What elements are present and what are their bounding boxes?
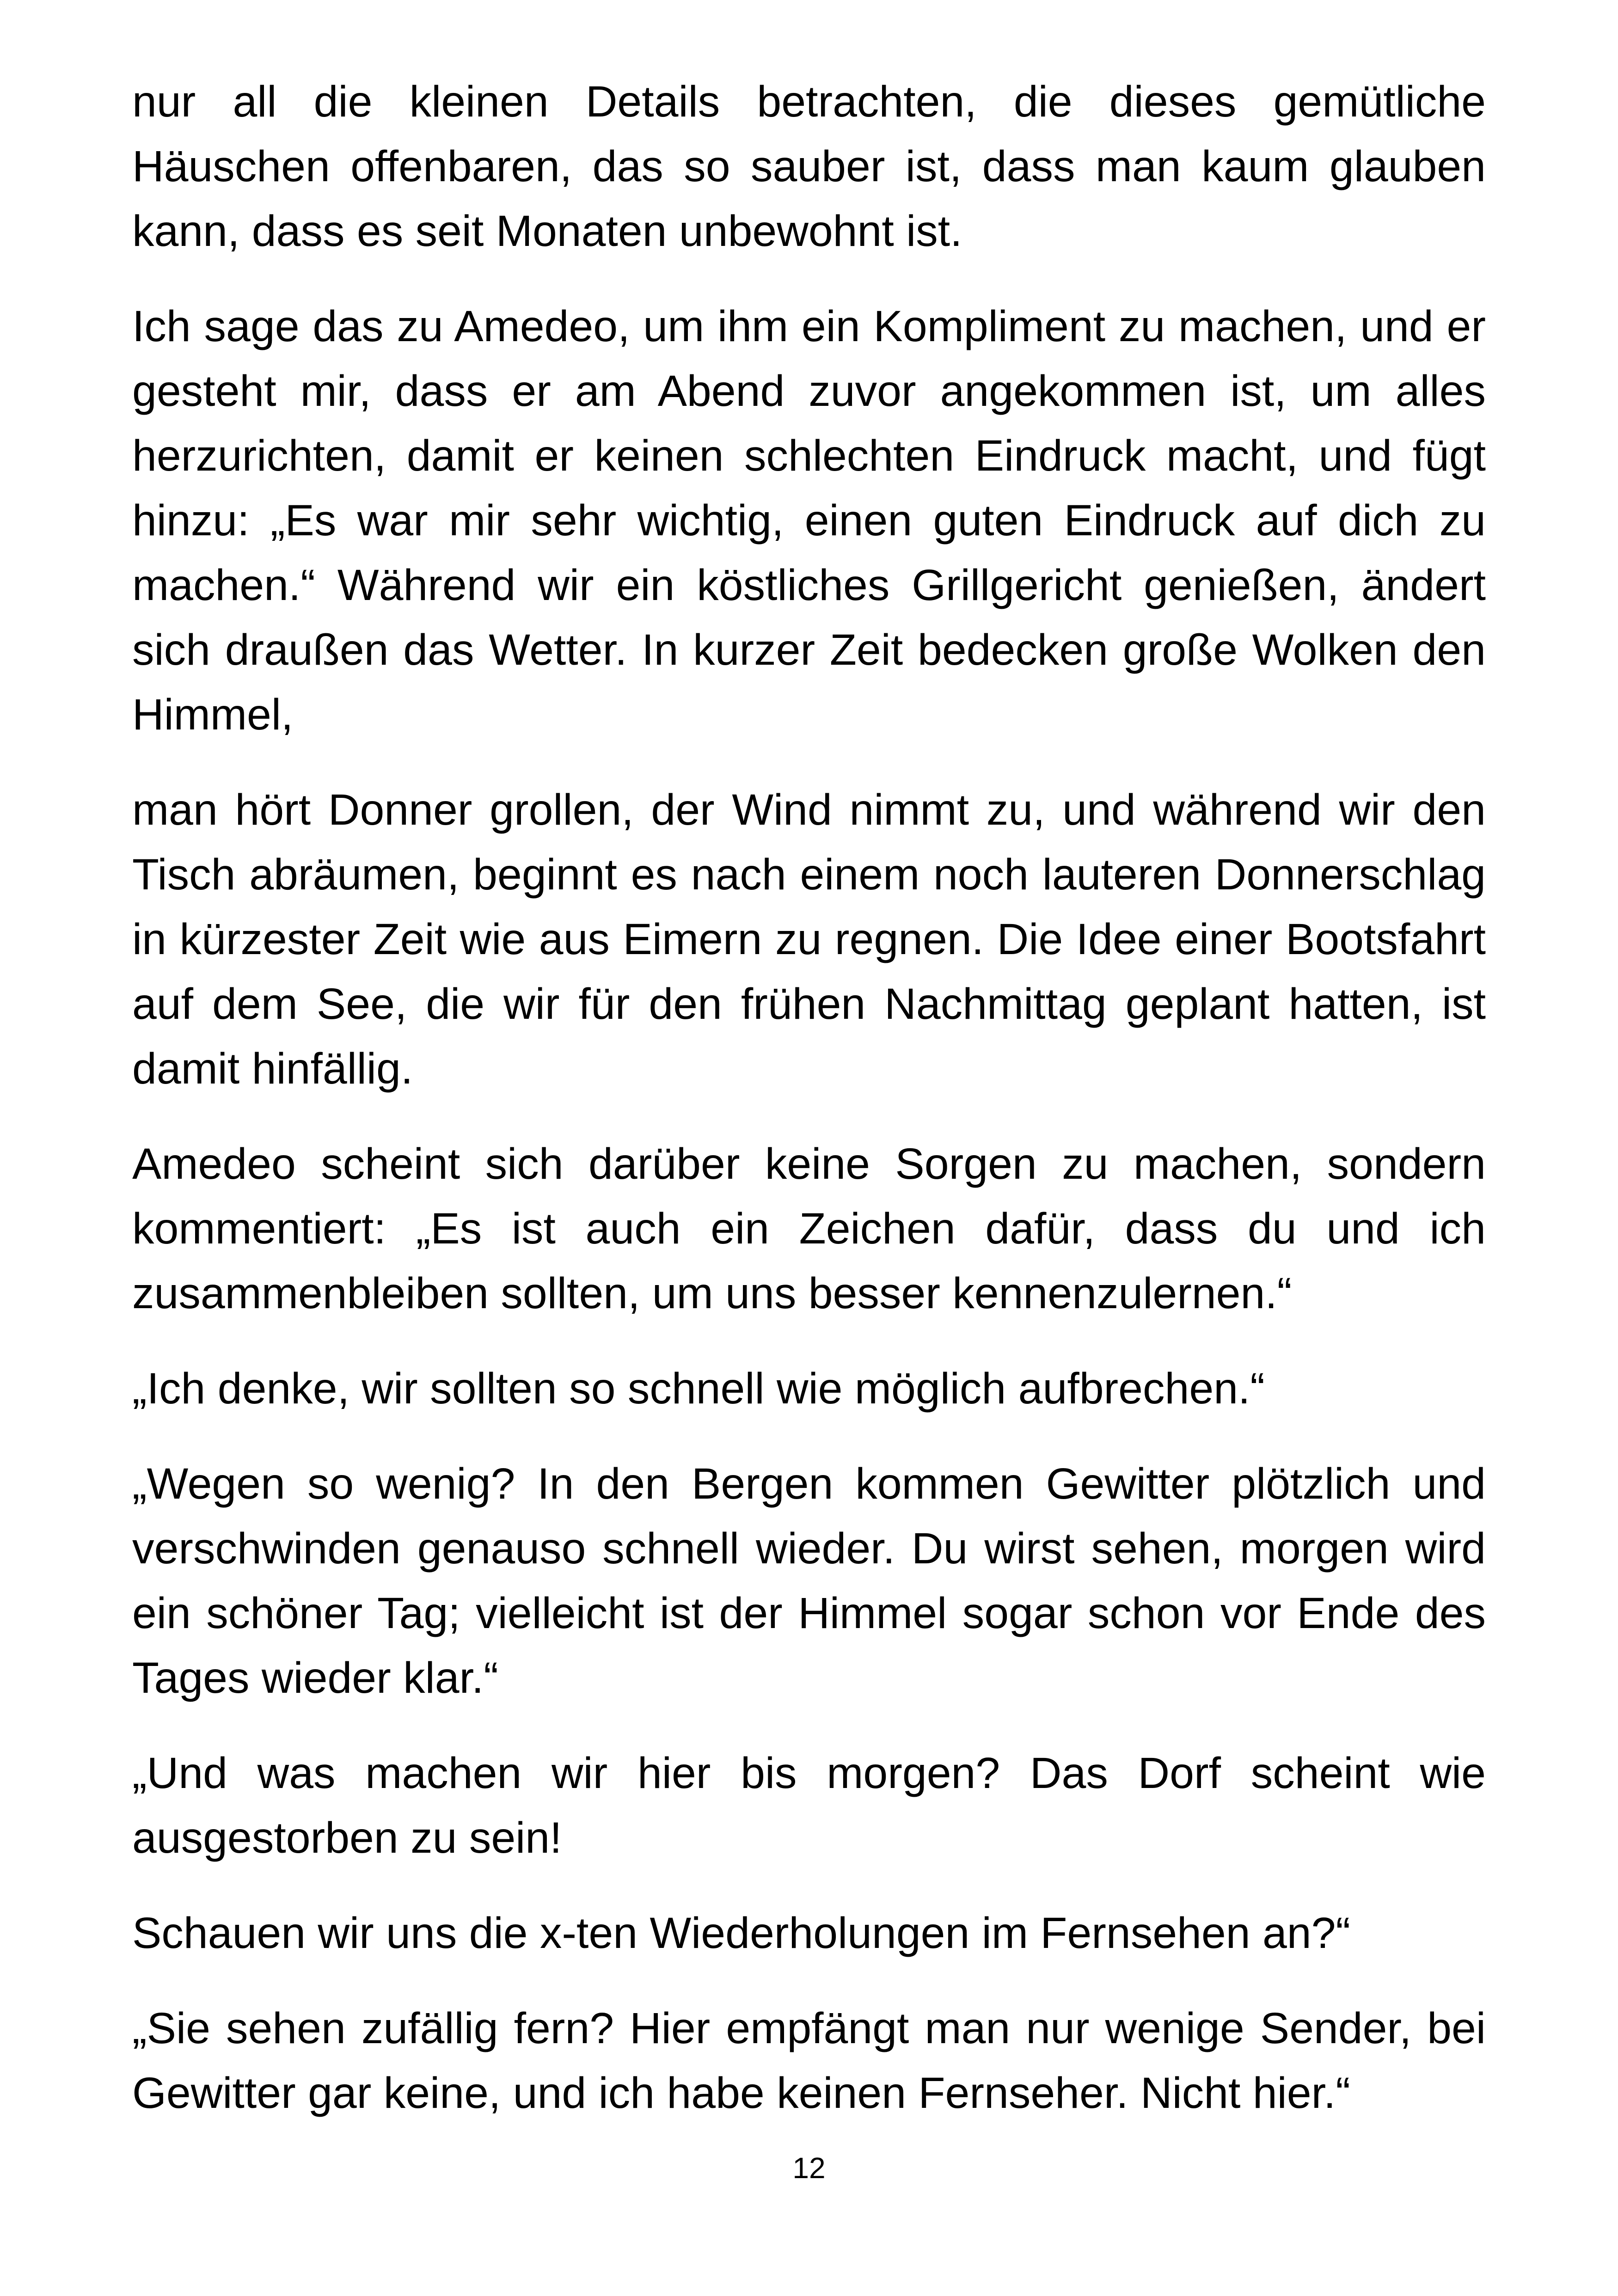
paragraph-1: nur all die kleinen Details betrachten, die dieses gemütliche Häuschen offenbaren, das so sauber ist, dass man kaum glauben kann, dass es seit Monaten unbewohnt ist. [132,77,1486,256]
page-number: 12 [792,2151,826,2185]
paragraph-6: „Wegen so wenig? In den Bergen kommen Gewitter plötzlich und verschwinden genauso schnell wieder. Du wirst sehen, morgen wird ein schöner Tag; vielleicht ist der Himmel sogar schon vor Ende des Tages wieder klar.“ [132,1459,1486,1702]
paragraph-4: Amedeo scheint sich darüber keine Sorgen zu machen, sondern kommentiert: „Es ist auch ein Zeichen dafür, dass du und ich zusammenbleiben sollten, um uns besser kennenzulernen.“ [132,1139,1486,1318]
body-text [132,69,1486,2156]
paragraph-9: „Sie sehen zufällig fern? Hier empfängt man nur wenige Sender, bei Gewitter gar keine, und ich habe keinen Fernseher. Nicht hier.“ [132,2004,1486,2118]
paragraph-7: „Und was machen wir hier bis morgen? Das Dorf scheint wie ausgestorben zu sein! [132,1749,1486,1862]
paragraph-3: man hört Donner grollen, der Wind nimmt zu, und während wir den Tisch abräumen, beginnt es nach einem noch lauteren Donnerschlag in kürzester Zeit wie aus Eimern zu regnen. Die Idee einer Bootsfahrt auf dem See, die wir für den frühen Nachmittag geplant hatten, ist damit hinfällig. [132,785,1486,1093]
paragraph-5: „Ich denke, wir sollten so schnell wie möglich aufbrechen.“ [132,1364,1265,1413]
paragraph-2: Ich sage das zu Amedeo, um ihm ein Kompliment zu machen, und er gesteht mir, dass er am Abend zuvor angekommen ist, um alles herzurichten, damit er keinen schlechten Eindruck macht, und fügt hinzu: „Es war mir sehr wichtig, einen guten Eindruck auf dich zu machen.“ Während wir ein köstliches Grillgericht genießen, ändert sich draußen das Wetter. In kurzer Zeit bedecken große Wolken den Himmel, [132,302,1486,739]
paragraph-8: Schauen wir uns die x-ten Wiederholungen im Fernsehen an?“ [132,1909,1351,1958]
